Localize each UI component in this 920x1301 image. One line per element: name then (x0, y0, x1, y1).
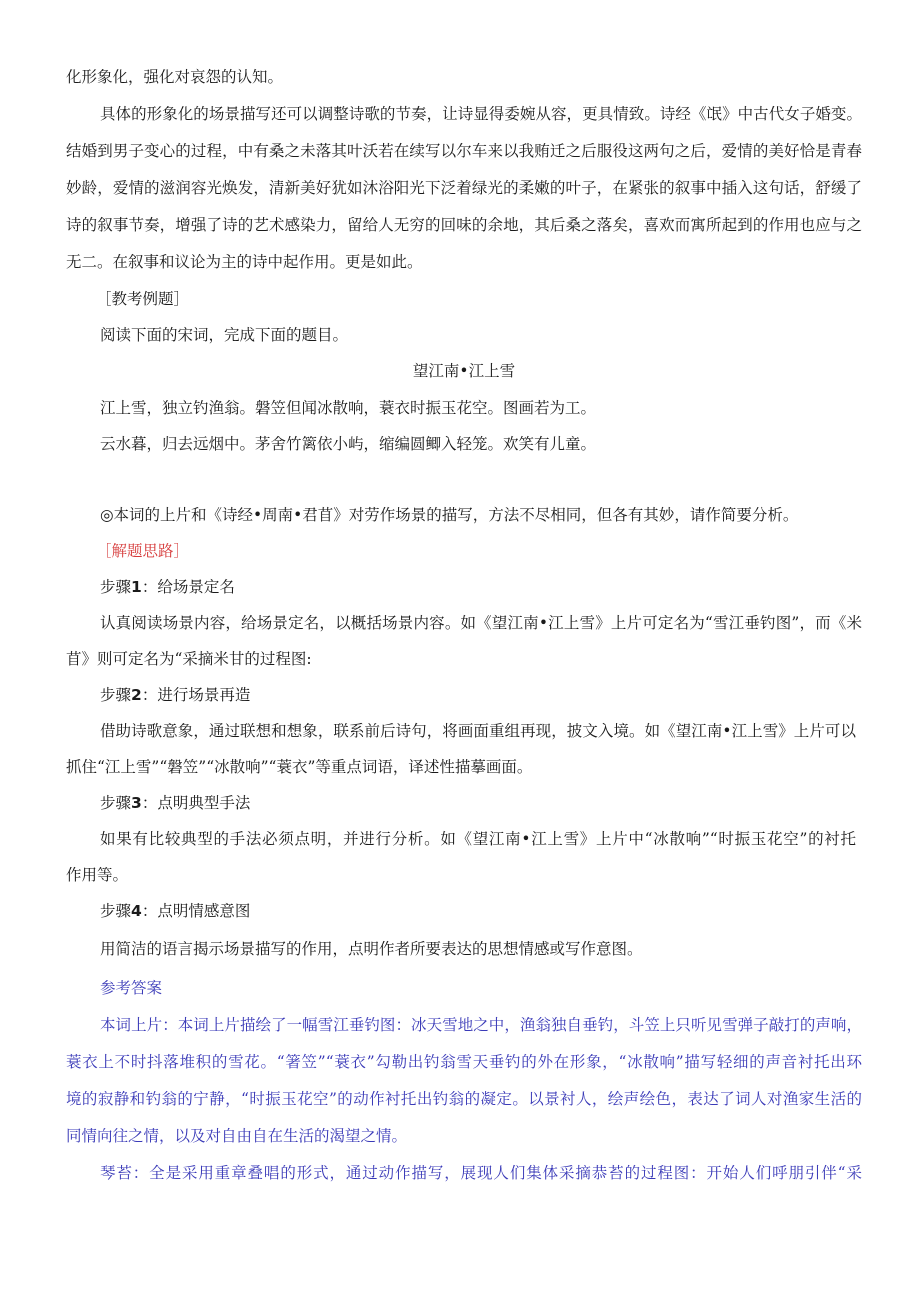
answer-p1-line1: 本词上片：本词上片描绘了一幅雪江垂钓图：冰天雪地之中，渔翁独自垂钓，斗笠上只听见雪弹子敲打的声响， (100, 1016, 862, 1034)
step-number: 3 (131, 794, 142, 812)
para1-line5: 无二。在叙事和议论为主的诗中起作用。更是如此。 (66, 253, 423, 271)
answer-p2-line1: 琴苔：全是采用重章叠唱的形式，通过动作描写，展现人们集体采摘恭苔的过程图：开始人们呼朋引伴“采 (100, 1164, 862, 1182)
step-4-body-line1: 用简洁的语言揭示场景描写的作用，点明作者所要表达的思想情感或写作意图。 (100, 940, 643, 958)
step-3-body-line1: 如果有比较典型的手法必须点明，并进行分析。如《望江南•江上雪》上片中“冰散响”“时振玉花空”的衬托 (100, 830, 856, 848)
step-3-body-line2: 作用等。 (66, 866, 129, 884)
answer-p1-line3: 境的寂静和钓翁的宁静，“时振玉花空”的动作衬托出钓翁的凝定。以景衬人，绘声绘色，表达了词人对渔家生活的 (66, 1090, 862, 1108)
answer-heading: 参考答案 (100, 979, 163, 997)
step-title: ：给场景定名 (141, 578, 235, 596)
step-label: 步骤 (100, 686, 132, 704)
step-1-body-line2: 苜》则可定名为“采摘米甘的过程图: (66, 650, 312, 668)
step-number: 2 (131, 686, 142, 704)
step-2-heading (100, 684, 250, 706)
step-number: 4 (131, 902, 142, 920)
para1-line4: 诗的叙事节奏，增强了诗的艺术感染力，留给人无穷的回味的余地，其后桑之落矣，喜欢而寓所起到的作用也应与之 (66, 216, 862, 234)
step-title: ：进行场景再造 (141, 686, 251, 704)
step-label: 步骤 (100, 578, 132, 596)
step-4-heading (100, 900, 250, 922)
poem-line-1: 江上雪，独立钓渔翁。磐笠但闻冰散响，蓑衣时振玉花空。图画若为工。 (100, 399, 597, 417)
step-label: 步骤 (100, 794, 132, 812)
step-2-body-line2: 抓住“江上雪”“磐笠”“冰散响”“蓑衣”等重点词语，译述性描摹画面。 (66, 758, 533, 776)
example-heading: ［教考例题］ (96, 290, 190, 308)
answer-p1-line4: 同情向往之情，以及对自由自在生活的渴望之情。 (66, 1127, 408, 1145)
question: ◎本词的上片和《诗经•周南•君苜》对劳作场景的描写，方法不尽相同，但各有其妙，请作简要分析。 (100, 506, 799, 524)
poem-line-2: 云水暮，归去远烟中。茅舍竹篱依小屿，缩编圆鲫入轻笼。欢笑有儿童。 (100, 435, 597, 453)
answer-p1-line2: 蓑衣上不时抖落堆积的雪花。“箸笠”“蓑衣”勾勒出钓翁雪天垂钓的外在形象，“冰散响”描写轻细的声音衬托出环 (66, 1053, 862, 1071)
step-3-heading (100, 792, 250, 814)
intro-tail: 化形象化，强化对哀怨的认知。 (66, 68, 284, 86)
step-2-body-line1: 借助诗歌意象，通过联想和想象，联系前后诗句，将画面重组再现，披文入境。如《望江南•江上雪》上片可以 (100, 722, 856, 740)
step-title: ：点明情感意图 (141, 902, 251, 920)
step-number: 1 (131, 578, 142, 596)
step-label: 步骤 (100, 902, 132, 920)
poem-title: 望江南•江上雪 (412, 362, 516, 380)
para1-line1: 具体的形象化的场景描写还可以调整诗歌的节奏，让诗显得委婉从容，更具情致。诗经《氓》中古代女子婚变。 (100, 105, 862, 123)
step-1-heading (100, 576, 235, 598)
step-title: ：点明典型手法 (141, 794, 251, 812)
step-1-body-line1: 认真阅读场景内容，给场景定名，以概括场景内容。如《望江南•江上雪》上片可定名为“雪江垂钓图”，而《米 (100, 614, 862, 632)
para1-line3: 妙龄，爱情的滋润容光焕发，清新美好犹如沐浴阳光下泛着绿光的柔嫩的叶子，在紧张的叙事中插入这句话，舒缓了 (66, 179, 862, 197)
instruction: 阅读下面的宋词，完成下面的题目。 (100, 326, 349, 344)
para1-line2: 结婚到男子变心的过程，中有桑之未落其叶沃若在续写以尔车来以我贿迁之后服役这两句之后，爱情的美好恰是青春 (66, 142, 862, 160)
solution-heading: ［解题思路］ (96, 542, 190, 560)
